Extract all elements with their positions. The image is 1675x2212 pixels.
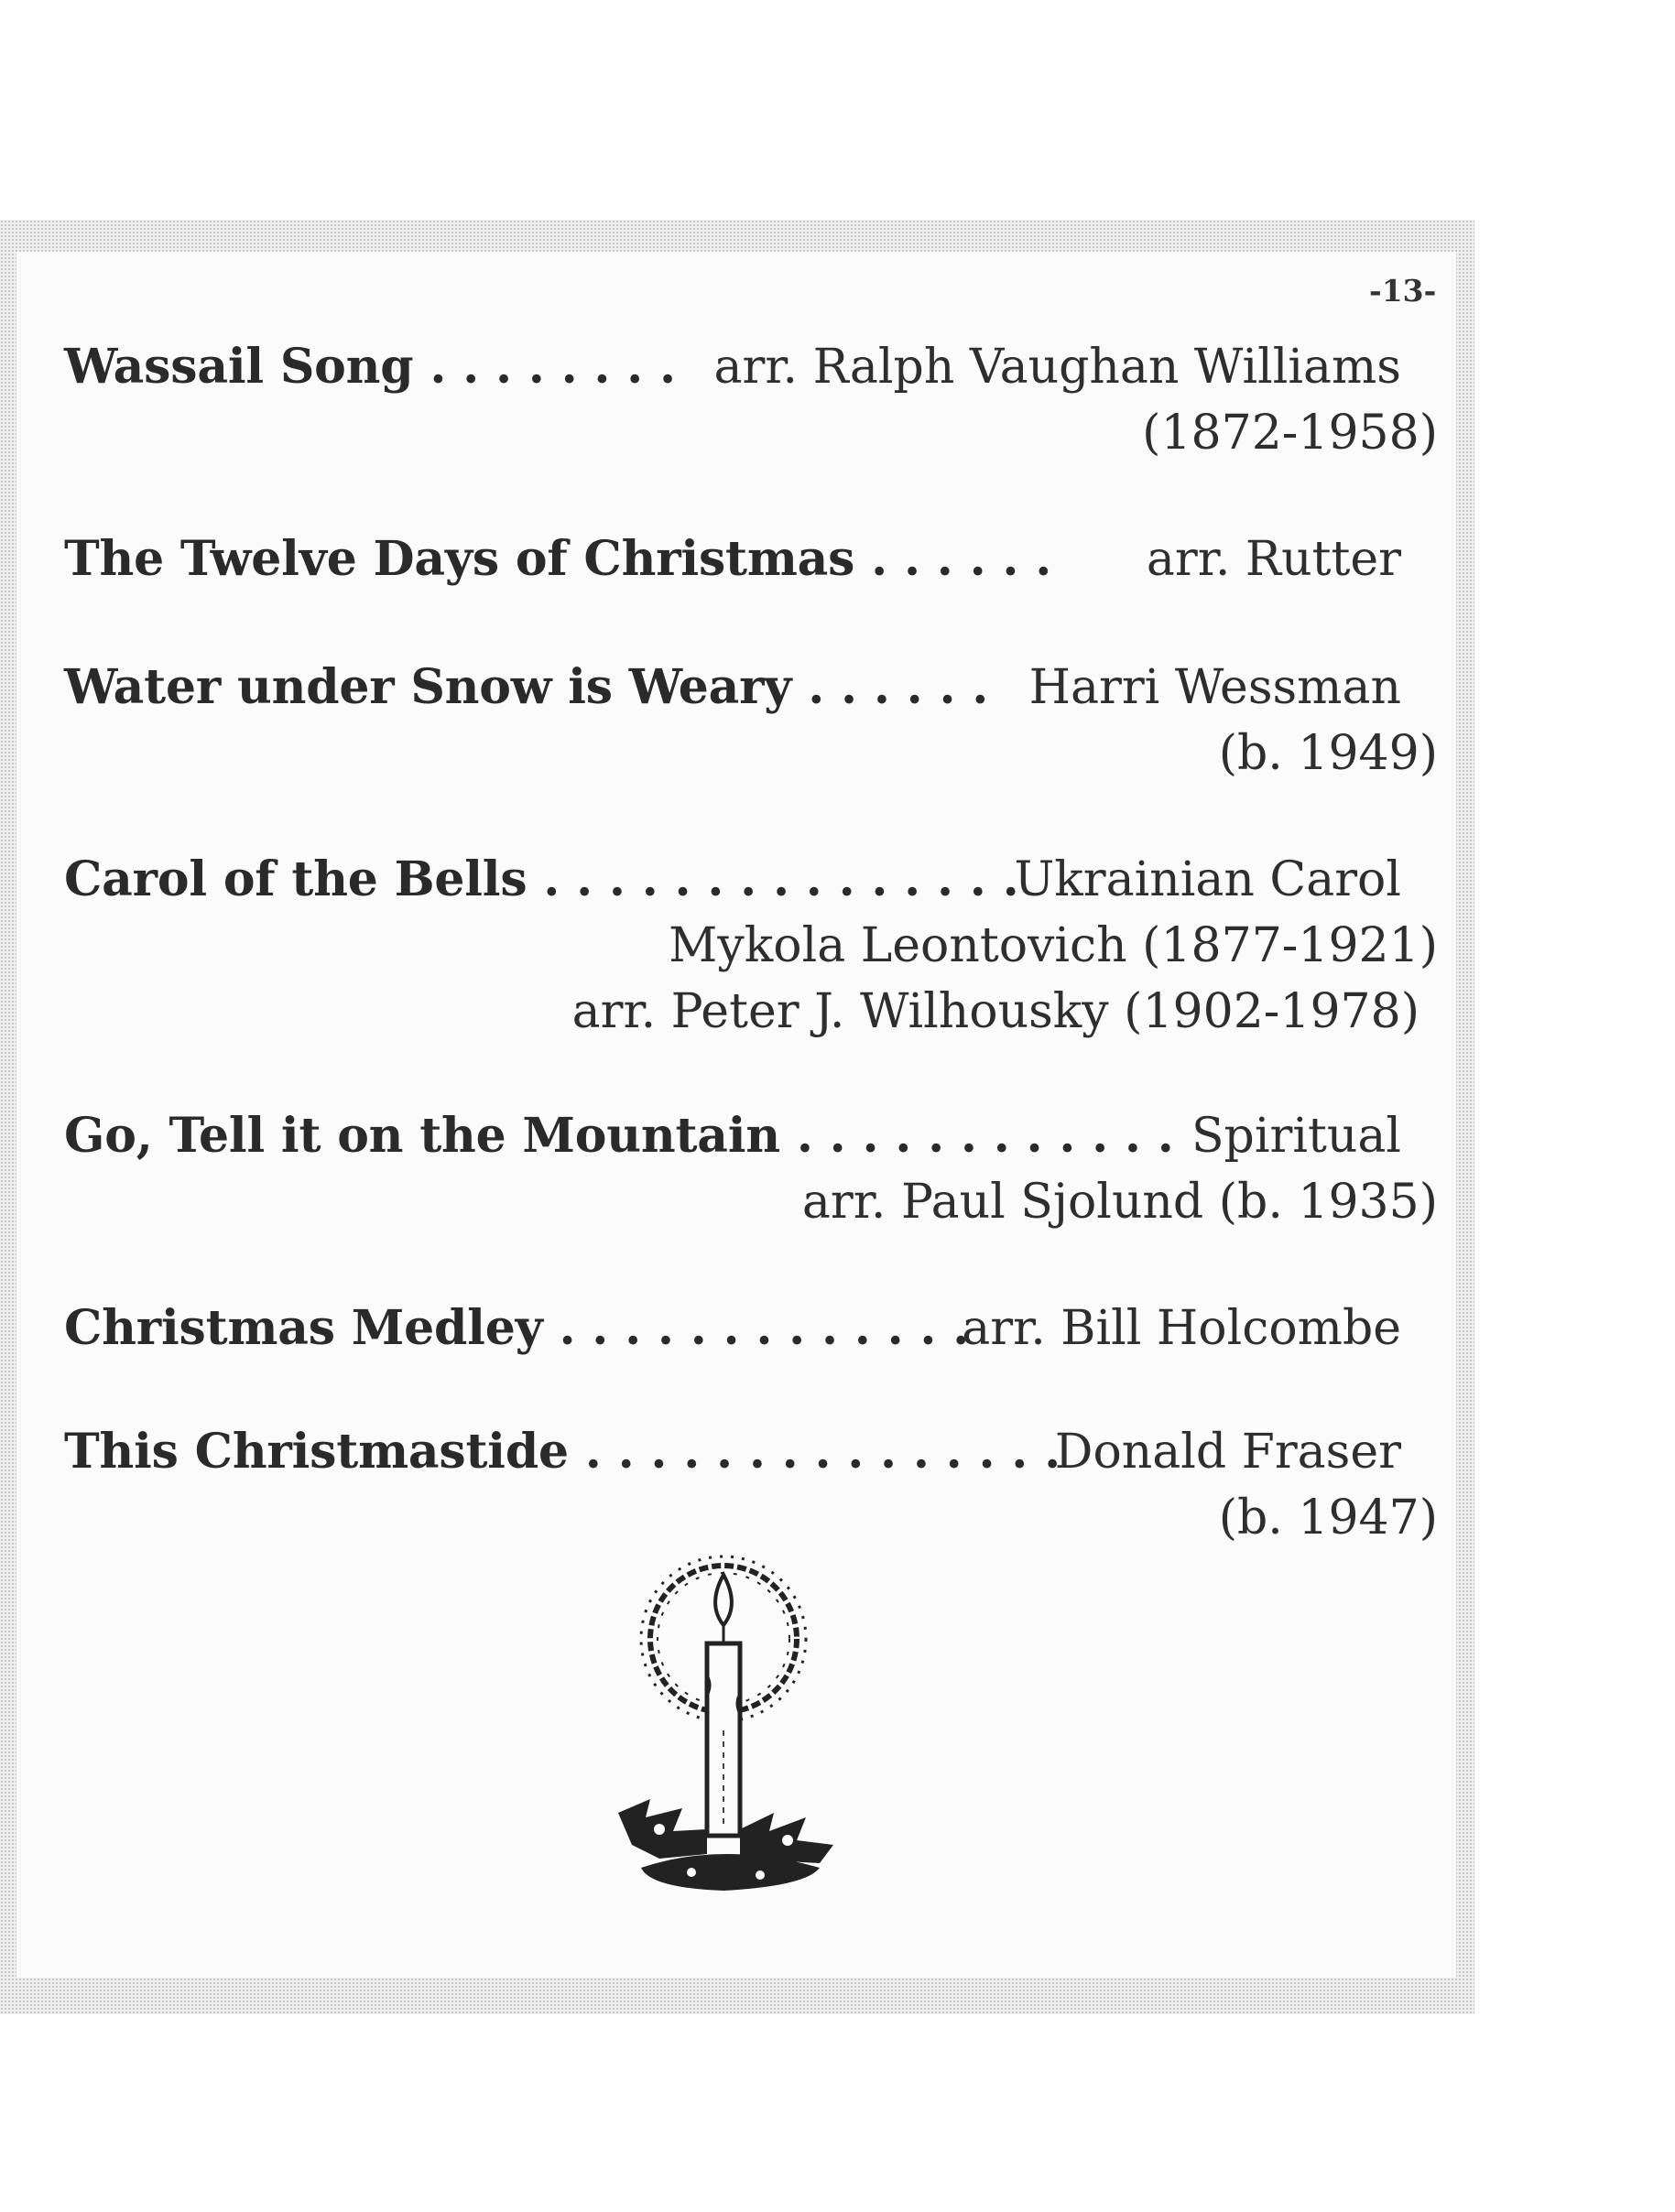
composer-credit: Ukrainian Carol [1014, 852, 1401, 907]
candle-wreath-icon [604, 1538, 852, 1904]
piece-title: Carol of the Bells . . . . . . . . . . . . . . . [64, 851, 1019, 907]
composer-credit: arr. Bill Holcombe [962, 1301, 1401, 1356]
arranger-detail: arr. Peter J. Wilhousky (1902-1978) [571, 984, 1419, 1039]
composer-credit: arr. Rutter [1146, 532, 1401, 587]
arranger-detail: arr. Paul Sjolund (b. 1935) [801, 1175, 1438, 1230]
composer-credit: Harri Wessman [1028, 660, 1401, 715]
page-number: -13- [1369, 273, 1437, 309]
piece-title: Wassail Song . . . . . . . . [64, 339, 676, 395]
program-entry [64, 847, 1438, 1045]
program-entry [64, 655, 1438, 786]
composer-dates: (1872-1958) [1142, 406, 1438, 461]
composer-credit: Spiritual [1191, 1109, 1401, 1164]
program-entry [64, 1103, 1438, 1235]
piece-title: Go, Tell it on the Mountain . . . . . . . . . . . . [64, 1108, 1174, 1164]
program-entry [64, 1296, 1438, 1361]
program-entry [64, 334, 1438, 466]
composer-detail: Mykola Leontovich (1877-1921) [669, 918, 1438, 973]
piece-title: The Twelve Days of Christmas . . . . . . [64, 531, 1052, 587]
composer-credit: Donald Fraser [1054, 1425, 1401, 1480]
program-entry [64, 526, 1438, 592]
piece-title: Water under Snow is Weary . . . . . . [64, 659, 989, 715]
composer-dates: (b. 1947) [1218, 1491, 1438, 1545]
piece-title: This Christmastide . . . . . . . . . . . . . . . [64, 1424, 1060, 1480]
composer-dates: (b. 1949) [1218, 726, 1438, 781]
piece-title: Christmas Medley . . . . . . . . . . . . . [64, 1300, 970, 1356]
program-entry [64, 1419, 1438, 1551]
composer-credit: arr. Ralph Vaughan Williams [713, 340, 1401, 395]
